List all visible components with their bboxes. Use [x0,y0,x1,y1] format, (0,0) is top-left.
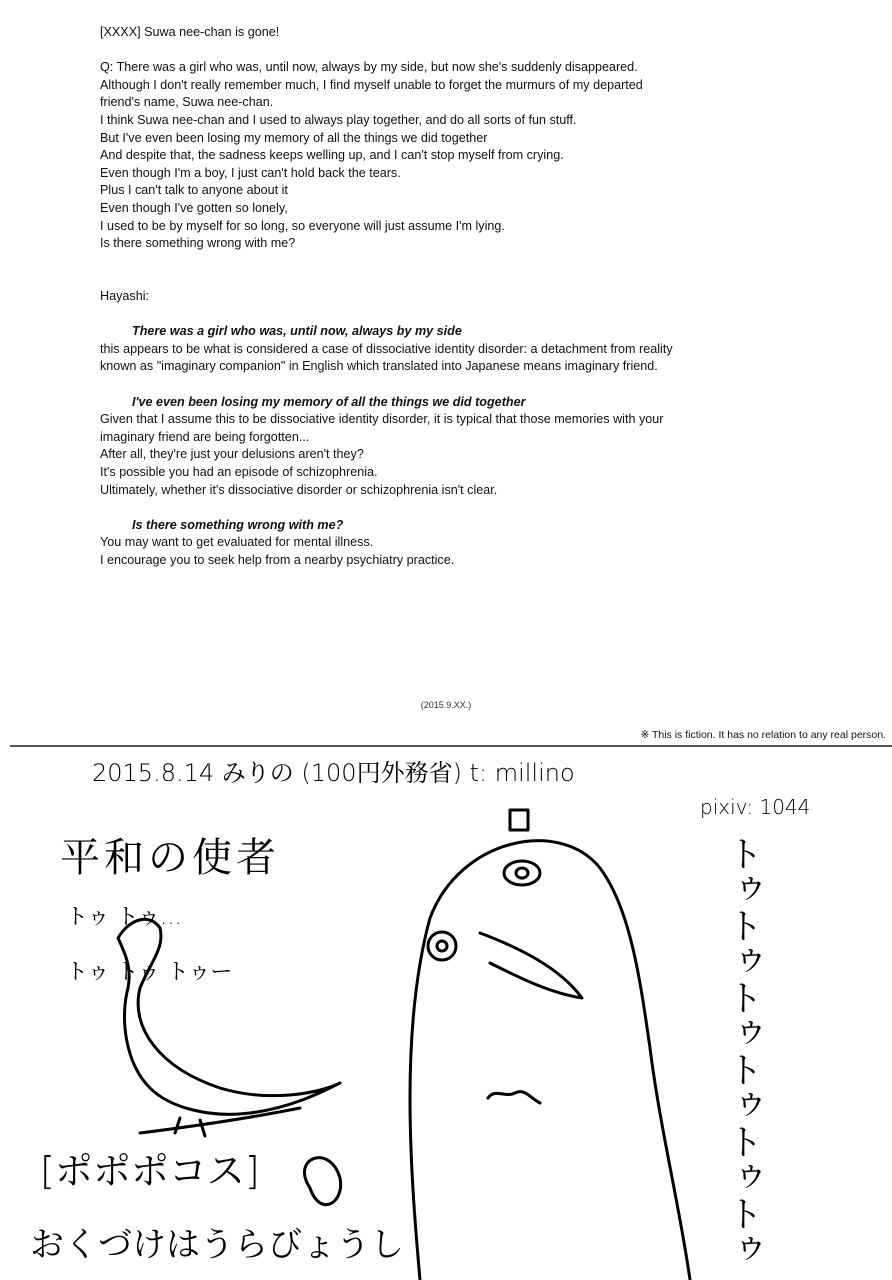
question-line: But I've even been losing my memory of all the things we did together [100,130,488,145]
illustration-header: 2015.8.14 みりの (100円外務省) t: millino [92,759,575,787]
answer-heading: Is there something wrong with me? [132,517,344,532]
illustration-title: 平和の使者 [60,835,280,881]
badge-icon [510,810,528,830]
question-line: I used to be by myself for so long, so everyone will just assume I'm lying. [100,218,505,233]
answer-speaker: Hayashi: [100,289,149,303]
answer-line: this appears to be what is considered a case of dissociative identity disorder: a detachment from reality [100,341,673,356]
answer-line: known as "imaginary companion" in English which translated into Japanese means imaginary friend. [100,359,658,374]
question-line: Even though I'm a boy, I just can't hold back the tears. [100,165,401,180]
date-stamp: (2015.9.XX.) [420,700,472,710]
question-line: And despite that, the sadness keeps welling up, and I can't stop myself from crying. [100,148,564,163]
spacer [100,306,673,324]
pixiv-id: pixiv: 1044 [700,795,811,819]
coo-text-2: トゥ トゥ トゥー [66,960,233,985]
question-title: [XXXX] Suwa nee-chan is gone! [100,25,280,39]
answer-line: After all, they're just your delusions aren't they? [100,447,364,462]
spacer [100,499,673,517]
spacer [100,42,643,60]
question-line: Even though I've gotten so lonely, [100,200,288,215]
coo-vertical-text: トゥトゥトゥトゥトゥトゥ [722,835,763,1267]
small-pigeon-legs [140,1108,300,1136]
answer-line: Given that I assume this to be dissociative identity disorder, it is typical that those memories with your [100,412,664,427]
answer-line: Ultimately, whether it's dissociative disorder or schizophrenia isn't clear. [100,482,498,497]
question-line: Q: There was a girl who was, until now, always by my side, but now she's suddenly disappeared. [100,60,638,75]
chick-outline [304,1158,340,1205]
small-pigeon-outline [118,919,340,1114]
question-line: friend's name, Suwa nee-chan. [100,95,274,110]
answer-line: imaginary friend are being forgotten... [100,429,310,444]
question-line: I think Suwa nee-chan and I used to always play together, and do all sorts of fun stuff. [100,112,577,127]
question-line: Is there something wrong with me? [100,236,296,251]
big-pigeon-eye [504,861,540,885]
answer-heading: I've even been losing my memory of all the things we did together [132,394,526,409]
fiction-disclaimer: ※ This is fiction. It has no relation to any real person. [640,729,886,741]
question-block [100,24,643,253]
character-name: [ポポポコス] [40,1149,260,1193]
question-line: Plus I can't talk to anyone about it [100,183,288,198]
big-pigeon-wing-line [488,1092,540,1103]
question-line: Although I don't really remember much, I find myself unable to forget the murmurs of my departed [100,77,643,92]
divider [10,745,892,747]
answer-line: I encourage you to seek help from a nearby psychiatry practice. [100,552,455,567]
big-pigeon-beak [480,933,582,998]
answer-line: You may want to get evaluated for mental illness. [100,535,374,550]
answer-heading: There was a girl who was, until now, always by my side [132,324,462,339]
big-pigeon-outline [410,841,690,1280]
coo-text-1: トゥ トゥ… [66,905,182,930]
big-pigeon-eye [428,932,456,960]
answer-block [100,288,673,570]
footer-note: おくづけはうらびょうし [30,1225,404,1265]
spacer [100,376,673,394]
answer-line: It's possible you had an episode of schizophrenia. [100,464,378,479]
